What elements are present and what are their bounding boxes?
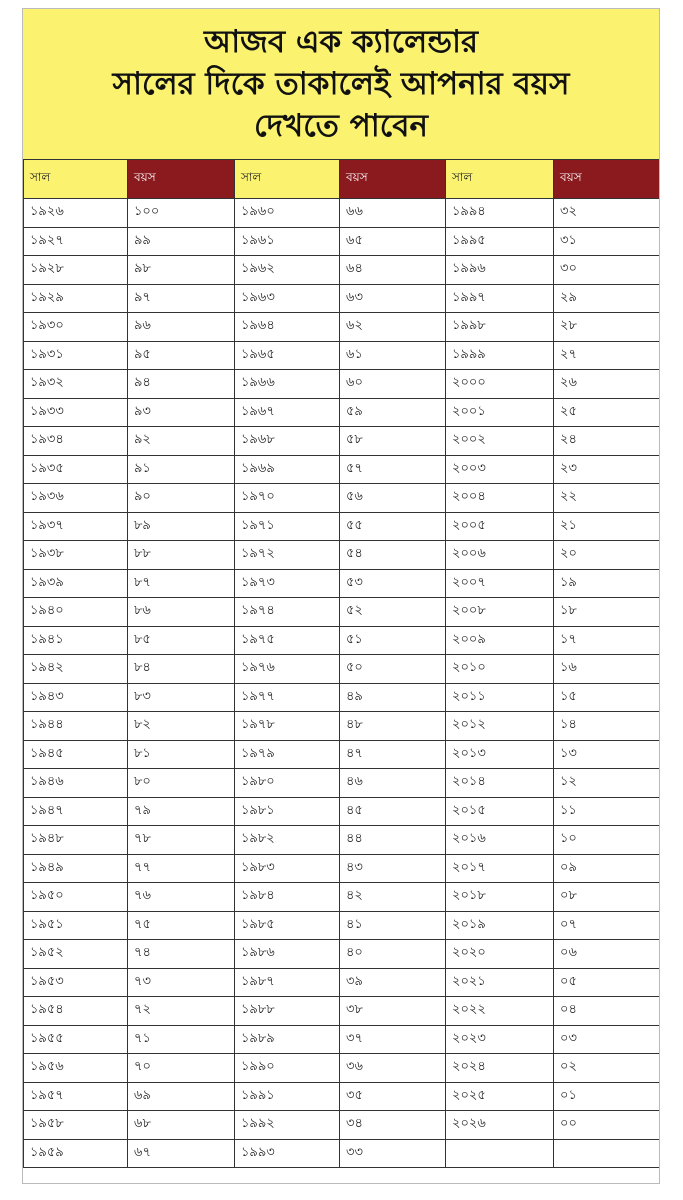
header-age-2: বয়স	[340, 160, 446, 199]
age-cell-1: ৮৩	[128, 683, 235, 712]
age-cell-2: ৪৯	[340, 683, 446, 712]
table-row	[24, 797, 661, 826]
age-cell-3: ১৪	[554, 712, 661, 741]
age-cell-1: ৯৫	[128, 341, 235, 370]
table-row	[24, 484, 661, 513]
year-cell-3: ২০১১	[446, 683, 554, 712]
year-cell-2: ১৯৮৭	[235, 968, 340, 997]
year-cell-1: ১৯৩৩	[24, 398, 128, 427]
age-cell-3: ২৭	[554, 341, 661, 370]
table-row	[24, 227, 661, 256]
age-cell-3: ০৪	[554, 997, 661, 1026]
age-cell-1: ৭৫	[128, 911, 235, 940]
year-cell-3: ২০২৫	[446, 1082, 554, 1111]
year-cell-2: ১৯৯২	[235, 1111, 340, 1140]
age-cell-1: ৭০	[128, 1054, 235, 1083]
year-cell-2: ১৯৬৭	[235, 398, 340, 427]
year-cell-2: ১৯৮০	[235, 769, 340, 798]
age-cell-2: ৪৬	[340, 769, 446, 798]
age-cell-1: ৮৭	[128, 569, 235, 598]
year-cell-1: ১৯৪৭	[24, 797, 128, 826]
year-cell-3: ২০১৮	[446, 883, 554, 912]
age-cell-1: ৮৬	[128, 598, 235, 627]
age-cell-1: ৬৯	[128, 1082, 235, 1111]
year-cell-3: ২০০৪	[446, 484, 554, 513]
age-cell-3: ০৩	[554, 1025, 661, 1054]
header-age-1: বয়স	[128, 160, 235, 199]
table-row	[24, 512, 661, 541]
year-cell-3: ১৯৯৬	[446, 256, 554, 285]
age-cell-3: ১০	[554, 826, 661, 855]
age-cell-2: ৬২	[340, 313, 446, 342]
table-row	[24, 341, 661, 370]
table-row	[24, 712, 661, 741]
table-row	[24, 997, 661, 1026]
year-cell-3: ২০১৫	[446, 797, 554, 826]
age-cell-1: ৭৪	[128, 940, 235, 969]
year-cell-2: ১৯৬৫	[235, 341, 340, 370]
age-cell-2: ৩৭	[340, 1025, 446, 1054]
age-cell-2: ৫৩	[340, 569, 446, 598]
year-cell-1: ১৯৪৪	[24, 712, 128, 741]
year-cell-3: ২০০৯	[446, 626, 554, 655]
age-cell-2: ৩৩	[340, 1139, 446, 1168]
year-cell-2: ১৯৭১	[235, 512, 340, 541]
table-row	[24, 968, 661, 997]
year-cell-3: ১৯৯৮	[446, 313, 554, 342]
year-cell-1: ১৯৩৬	[24, 484, 128, 513]
table-row	[24, 883, 661, 912]
age-cell-3: ১৯	[554, 569, 661, 598]
age-cell-2: ৫৫	[340, 512, 446, 541]
age-cell-2: ৬৪	[340, 256, 446, 285]
age-cell-3: ২৬	[554, 370, 661, 399]
table-body	[24, 199, 661, 1168]
table-row	[24, 854, 661, 883]
age-cell-2: ৪৩	[340, 854, 446, 883]
age-cell-3: ০২	[554, 1054, 661, 1083]
year-cell-3: ২০২৩	[446, 1025, 554, 1054]
year-cell-1: ১৯৩৫	[24, 455, 128, 484]
age-cell-2: ৪৭	[340, 740, 446, 769]
year-cell-2: ১৯৯৩	[235, 1139, 340, 1168]
year-cell-3: ২০০৬	[446, 541, 554, 570]
table-row	[24, 284, 661, 313]
year-cell-2: ১৯৭২	[235, 541, 340, 570]
age-cell-2: ৫৮	[340, 427, 446, 456]
age-cell-3: ০৭	[554, 911, 661, 940]
title-line-3: দেখতে পাবেন	[254, 108, 428, 144]
age-cell-3: ১৩	[554, 740, 661, 769]
table-row	[24, 370, 661, 399]
age-cell-3: ২২	[554, 484, 661, 513]
age-cell-3: ০৫	[554, 968, 661, 997]
age-cell-2: ৪৮	[340, 712, 446, 741]
age-cell-1: ৭২	[128, 997, 235, 1026]
age-cell-3: ১৫	[554, 683, 661, 712]
year-cell-2: ১৯৮৬	[235, 940, 340, 969]
year-cell-2: ১৯৬৪	[235, 313, 340, 342]
year-cell-1: ১৯৪০	[24, 598, 128, 627]
year-cell-1: ১৯৩৭	[24, 512, 128, 541]
age-cell-2: ৬০	[340, 370, 446, 399]
year-cell-2: ১৯৭৬	[235, 655, 340, 684]
year-cell-1: ১৯৪৮	[24, 826, 128, 855]
table-row	[24, 1054, 661, 1083]
year-cell-1: ১৯৩৯	[24, 569, 128, 598]
year-cell-1: ১৯৫৮	[24, 1111, 128, 1140]
year-cell-3: ২০১৪	[446, 769, 554, 798]
table-row	[24, 1139, 661, 1168]
year-cell-2: ১৯৬১	[235, 227, 340, 256]
year-cell-1: ১৯৩২	[24, 370, 128, 399]
age-cell-2: ৪১	[340, 911, 446, 940]
year-cell-1: ১৯২৭	[24, 227, 128, 256]
age-cell-2: ৩৪	[340, 1111, 446, 1140]
table-row	[24, 199, 661, 228]
age-cell-3: ২১	[554, 512, 661, 541]
year-cell-1: ১৯৩১	[24, 341, 128, 370]
table-row	[24, 398, 661, 427]
table-row	[24, 541, 661, 570]
age-cell-3: ১৮	[554, 598, 661, 627]
year-cell-1: ১৯৪৩	[24, 683, 128, 712]
year-cell-3: ২০১৭	[446, 854, 554, 883]
table-row	[24, 655, 661, 684]
age-cell-3: ৩১	[554, 227, 661, 256]
age-cell-2: ৩৯	[340, 968, 446, 997]
header-age-3: বয়স	[554, 160, 661, 199]
age-cell-2: ৬১	[340, 341, 446, 370]
year-cell-3: ২০২৬	[446, 1111, 554, 1140]
age-cell-1: ৮০	[128, 769, 235, 798]
table-row	[24, 1111, 661, 1140]
age-cell-1: ৯৬	[128, 313, 235, 342]
year-cell-2: ১৯৯০	[235, 1054, 340, 1083]
year-cell-1: ১৯৪৫	[24, 740, 128, 769]
year-cell-2: ১৯৭৮	[235, 712, 340, 741]
age-cell-3: ০১	[554, 1082, 661, 1111]
year-cell-2: ১৯৮৯	[235, 1025, 340, 1054]
header-year-3: সাল	[446, 160, 554, 199]
table-row	[24, 313, 661, 342]
age-cell-3: ২৯	[554, 284, 661, 313]
age-cell-3: ২৮	[554, 313, 661, 342]
year-cell-2: ১৯৮২	[235, 826, 340, 855]
age-cell-3: ২৫	[554, 398, 661, 427]
header-year-2: সাল	[235, 160, 340, 199]
age-cell-1: ৯৮	[128, 256, 235, 285]
table-row	[24, 427, 661, 456]
year-cell-2: ১৯৭৭	[235, 683, 340, 712]
table-row	[24, 1082, 661, 1111]
year-cell-2: ১৯৬২	[235, 256, 340, 285]
age-cell-3: ০৮	[554, 883, 661, 912]
year-cell-3: ২০১২	[446, 712, 554, 741]
age-cell-2: ৫৬	[340, 484, 446, 513]
table-row	[24, 455, 661, 484]
title-line-2: সালের দিকে তাকালেই আপনার বয়স	[112, 66, 570, 102]
age-cell-3: ১৭	[554, 626, 661, 655]
year-cell-1: ১৯৩৮	[24, 541, 128, 570]
age-cell-1: ৮৪	[128, 655, 235, 684]
year-cell-3: ১৯৯৫	[446, 227, 554, 256]
year-cell-1: ১৯৫৬	[24, 1054, 128, 1083]
year-cell-1: ১৯৫৫	[24, 1025, 128, 1054]
age-cell-3: ২০	[554, 541, 661, 570]
year-cell-3: ২০০৩	[446, 455, 554, 484]
year-cell-2: ১৯৮৪	[235, 883, 340, 912]
year-cell-3: ১৯৯৪	[446, 199, 554, 228]
year-cell-1: ১৯৫২	[24, 940, 128, 969]
title-line-1: আজব এক ক্যালেন্ডার	[203, 24, 479, 60]
year-cell-1: ১৯২৮	[24, 256, 128, 285]
age-cell-2: ৪৪	[340, 826, 446, 855]
age-cell-3: ৩২	[554, 199, 661, 228]
age-cell-3: ২৩	[554, 455, 661, 484]
year-cell-3: ২০১৯	[446, 911, 554, 940]
header-year-1: সাল	[24, 160, 128, 199]
year-cell-2: ১৯৭৪	[235, 598, 340, 627]
year-cell-1: ১৯৪৯	[24, 854, 128, 883]
age-cell-3: ১২	[554, 769, 661, 798]
age-cell-2: ৪০	[340, 940, 446, 969]
year-cell-3: ২০২৪	[446, 1054, 554, 1083]
age-cell-1: ৯৪	[128, 370, 235, 399]
age-cell-1: ৭৯	[128, 797, 235, 826]
year-cell-1: ১৯৩০	[24, 313, 128, 342]
year-cell-3: ১৯৯৭	[446, 284, 554, 313]
age-cell-1: ১০০	[128, 199, 235, 228]
age-cell-1: ৮৯	[128, 512, 235, 541]
age-cell-2: ৪৫	[340, 797, 446, 826]
year-cell-3: ২০১৬	[446, 826, 554, 855]
age-cell-3: ০০	[554, 1111, 661, 1140]
year-cell-2: ১৯৭৩	[235, 569, 340, 598]
year-cell-2: ১৯৭৫	[235, 626, 340, 655]
age-cell-2: ৬৬	[340, 199, 446, 228]
year-cell-1: ১৯৩৪	[24, 427, 128, 456]
table-row	[24, 626, 661, 655]
year-cell-3: ২০২২	[446, 997, 554, 1026]
year-cell-1: ১৯২৯	[24, 284, 128, 313]
age-cell-2: ৫২	[340, 598, 446, 627]
table-row	[24, 569, 661, 598]
age-cell-1: ৮১	[128, 740, 235, 769]
year-cell-1: ১৯৫৩	[24, 968, 128, 997]
year-cell-3: ২০০৭	[446, 569, 554, 598]
age-cell-2: ৫০	[340, 655, 446, 684]
age-cell-3: ০৬	[554, 940, 661, 969]
year-cell-1: ১৯৪২	[24, 655, 128, 684]
age-cell-3: ১৬	[554, 655, 661, 684]
year-cell-2: ১৯৬৬	[235, 370, 340, 399]
year-cell-1: ১৯৪৬	[24, 769, 128, 798]
year-cell-1: ১৯২৬	[24, 199, 128, 228]
year-cell-3	[446, 1139, 554, 1168]
age-cell-3: ১১	[554, 797, 661, 826]
age-cell-2: ৫৪	[340, 541, 446, 570]
year-cell-3: ২০০৫	[446, 512, 554, 541]
age-cell-1: ৮৫	[128, 626, 235, 655]
year-cell-3: ২০১৩	[446, 740, 554, 769]
age-cell-1: ৭৭	[128, 854, 235, 883]
year-cell-1: ১৯৫৪	[24, 997, 128, 1026]
title-banner	[23, 9, 659, 159]
age-cell-1: ৯০	[128, 484, 235, 513]
age-cell-1: ৭৬	[128, 883, 235, 912]
table-row	[24, 769, 661, 798]
year-age-table	[23, 159, 660, 1168]
age-cell-1: ৯৯	[128, 227, 235, 256]
table-row	[24, 740, 661, 769]
age-cell-1: ৮৮	[128, 541, 235, 570]
age-cell-1: ৭৩	[128, 968, 235, 997]
year-cell-1: ১৯৫০	[24, 883, 128, 912]
age-cell-1: ৮২	[128, 712, 235, 741]
year-cell-2: ১৯৬৩	[235, 284, 340, 313]
year-cell-2: ১৯৮১	[235, 797, 340, 826]
year-cell-3: ২০২১	[446, 968, 554, 997]
age-cell-2: ৩৮	[340, 997, 446, 1026]
year-cell-1: ১৯৪১	[24, 626, 128, 655]
year-cell-2: ১৯৮৫	[235, 911, 340, 940]
age-cell-2: ৪২	[340, 883, 446, 912]
age-cell-2: ৩৬	[340, 1054, 446, 1083]
age-cell-1: ৯৩	[128, 398, 235, 427]
year-cell-2: ১৯৬০	[235, 199, 340, 228]
age-cell-1: ৬৭	[128, 1139, 235, 1168]
year-cell-3: ২০১০	[446, 655, 554, 684]
year-cell-3: ২০২০	[446, 940, 554, 969]
age-cell-2: ৫১	[340, 626, 446, 655]
year-cell-2: ১৯৯১	[235, 1082, 340, 1111]
year-cell-2: ১৯৮৩	[235, 854, 340, 883]
year-cell-3: ২০০১	[446, 398, 554, 427]
year-cell-2: ১৯৮৮	[235, 997, 340, 1026]
table-row	[24, 598, 661, 627]
age-cell-2: ৫৭	[340, 455, 446, 484]
age-cell-2: ৫৯	[340, 398, 446, 427]
table-row	[24, 911, 661, 940]
age-cell-1: ৯৭	[128, 284, 235, 313]
year-cell-3: ২০০২	[446, 427, 554, 456]
table-row	[24, 256, 661, 285]
year-cell-1: ১৯৫৯	[24, 1139, 128, 1168]
table-row	[24, 683, 661, 712]
age-cell-3	[554, 1139, 661, 1168]
age-cell-2: ৬৩	[340, 284, 446, 313]
year-cell-2: ১৯৭০	[235, 484, 340, 513]
age-cell-2: ৬৫	[340, 227, 446, 256]
table-row	[24, 826, 661, 855]
table-row	[24, 1025, 661, 1054]
year-cell-3: ১৯৯৯	[446, 341, 554, 370]
age-cell-2: ৩৫	[340, 1082, 446, 1111]
age-cell-1: ৭১	[128, 1025, 235, 1054]
age-cell-3: ৩০	[554, 256, 661, 285]
age-cell-3: ২৪	[554, 427, 661, 456]
table-header-row	[24, 160, 661, 199]
age-cell-1: ৭৮	[128, 826, 235, 855]
age-cell-1: ৯১	[128, 455, 235, 484]
table-row	[24, 940, 661, 969]
year-cell-1: ১৯৫৭	[24, 1082, 128, 1111]
year-cell-3: ২০০৮	[446, 598, 554, 627]
year-cell-2: ১৯৬৯	[235, 455, 340, 484]
age-cell-1: ৯২	[128, 427, 235, 456]
age-cell-3: ০৯	[554, 854, 661, 883]
year-cell-2: ১৯৭৯	[235, 740, 340, 769]
calendar-sheet	[22, 8, 660, 1184]
year-cell-3: ২০০০	[446, 370, 554, 399]
age-cell-1: ৬৮	[128, 1111, 235, 1140]
year-cell-2: ১৯৬৮	[235, 427, 340, 456]
year-cell-1: ১৯৫১	[24, 911, 128, 940]
